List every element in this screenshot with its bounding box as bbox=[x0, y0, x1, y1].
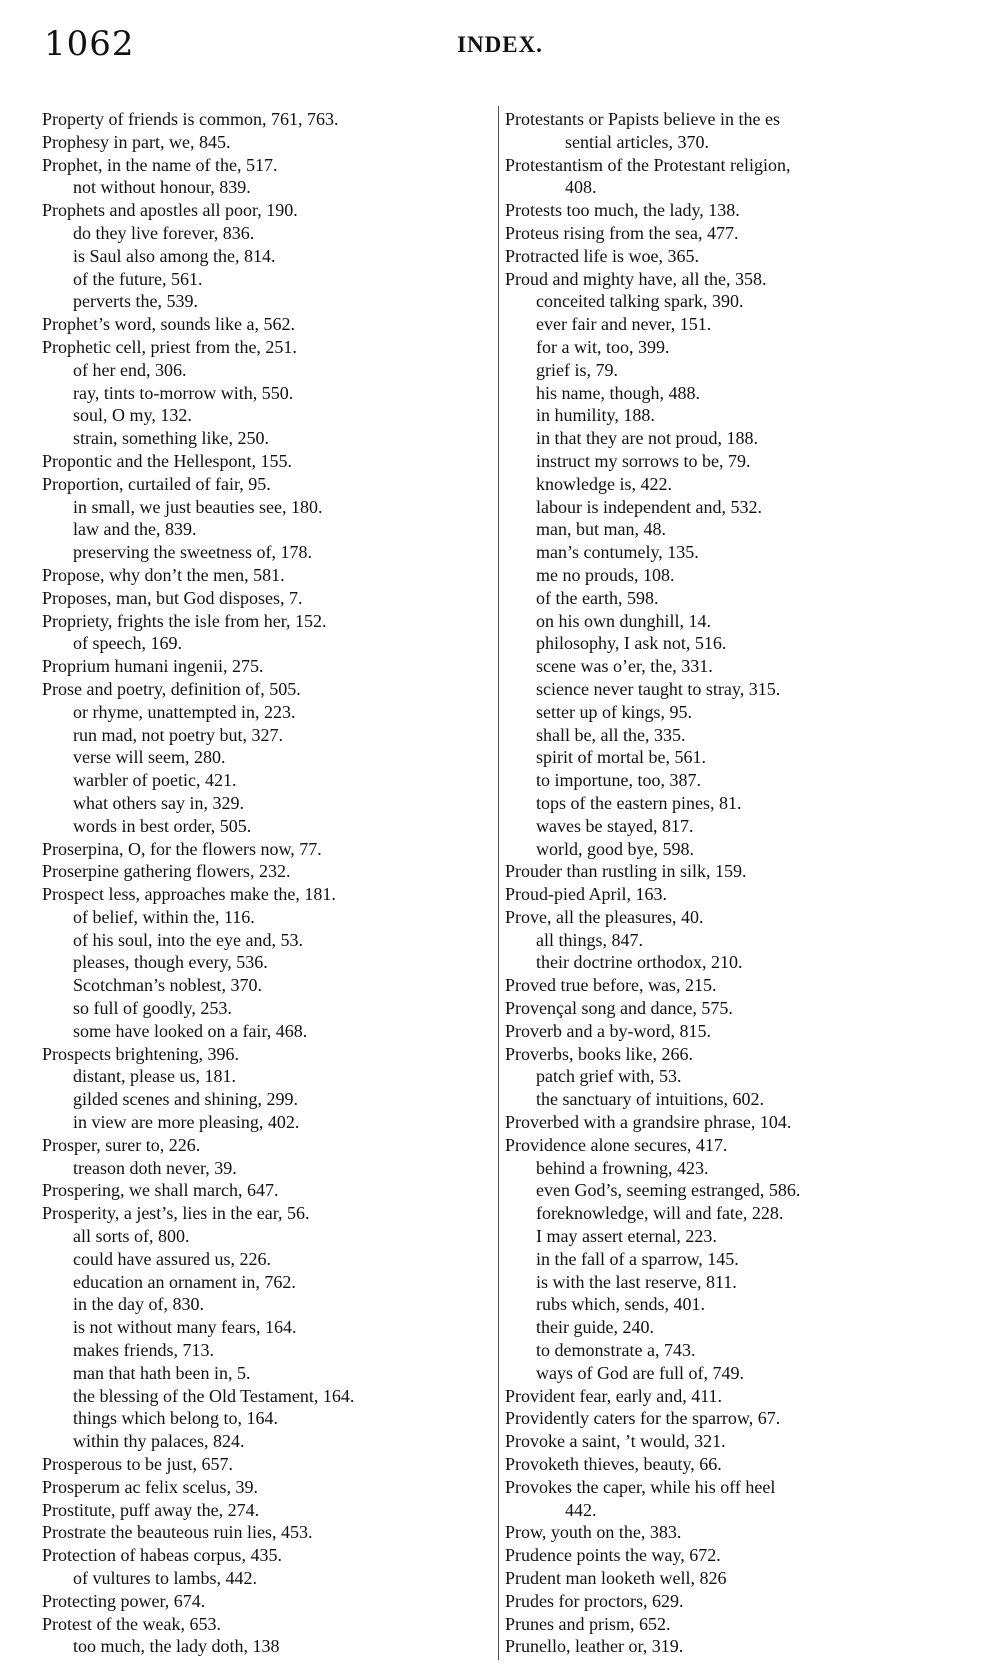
index-entry: Protest of the weak, 653. bbox=[42, 1613, 221, 1634]
index-entry: Propose, why don’t the men, 581. bbox=[42, 564, 285, 585]
index-entry: Proved true before, was, 215. bbox=[505, 975, 717, 996]
index-subentry: his name, though, 488. bbox=[536, 382, 700, 403]
index-subentry: philosophy, I ask not, 516. bbox=[536, 633, 727, 654]
index-subentry: all things, 847. bbox=[536, 929, 643, 950]
index-subentry: on his own dunghill, 14. bbox=[536, 610, 712, 631]
index-subentry: in the fall of a sparrow, 145. bbox=[536, 1248, 739, 1269]
index-entry: Proud and mighty have, all the, 358. bbox=[505, 268, 767, 289]
index-entry: Proprium humani ingenii, 275. bbox=[42, 656, 264, 677]
index-entry: Prouder than rustling in silk, 159. bbox=[505, 861, 747, 882]
index-subentry: all sorts of, 800. bbox=[73, 1226, 190, 1247]
index-subentry: of her end, 306. bbox=[73, 359, 187, 380]
index-subentry: preserving the sweetness of, 178. bbox=[73, 542, 312, 563]
index-entry: Prostrate the beauteous ruin lies, 453. bbox=[42, 1522, 313, 1543]
index-entry: Prow, youth on the, 383. bbox=[505, 1522, 682, 1543]
index-subentry: scene was o’er, the, 331. bbox=[536, 656, 713, 677]
index-entry: Protracted life is woe, 365. bbox=[505, 245, 699, 266]
index-entry: Prose and poetry, definition of, 505. bbox=[42, 678, 301, 699]
index-entry: Prudent man looketh well, 826 bbox=[505, 1568, 727, 1588]
index-entry: Provoke a saint, ’t would, 321. bbox=[505, 1431, 726, 1452]
index-subentry: of belief, within the, 116. bbox=[73, 906, 255, 927]
index-subentry: ever fair and never, 151. bbox=[536, 314, 712, 335]
index-entry: Protests too much, the lady, 138. bbox=[505, 200, 740, 221]
index-entry: Proserpine gathering flowers, 232. bbox=[42, 861, 291, 882]
index-subentry: me no prouds, 108. bbox=[536, 564, 675, 585]
index-entry: Proverb and a by-word, 815. bbox=[505, 1020, 711, 1041]
index-entry: Prove, all the pleasures, 40. bbox=[505, 906, 704, 927]
index-entry: Provident fear, early and, 411. bbox=[505, 1385, 723, 1406]
index-subentry: science never taught to stray, 315. bbox=[536, 678, 781, 699]
index-subentry: do they live forever, 836. bbox=[73, 222, 255, 243]
index-subentry: law and the, 839. bbox=[73, 519, 197, 540]
index-subentry: of the earth, 598. bbox=[536, 587, 659, 608]
index-subentry: in small, we just beauties see, 180. bbox=[73, 496, 323, 517]
index-subentry: their guide, 240. bbox=[536, 1317, 654, 1338]
index-subentry: gilded scenes and shining, 299. bbox=[73, 1089, 298, 1110]
index-subentry: of vultures to lambs, 442. bbox=[73, 1568, 257, 1588]
index-subentry: tops of the eastern pines, 81. bbox=[536, 792, 742, 813]
index-subentry: run mad, not poetry but, 327. bbox=[73, 724, 283, 745]
index-subentry: even God’s, seeming estranged, 586. bbox=[536, 1180, 801, 1201]
index-subentry: behind a frowning, 423. bbox=[536, 1157, 709, 1178]
index-subentry: is not without many fears, 164. bbox=[73, 1317, 297, 1338]
index-subentry: perverts the, 539. bbox=[73, 291, 198, 312]
index-subentry: of speech, 169. bbox=[73, 633, 182, 654]
index-subentry: treason doth never, 39. bbox=[73, 1157, 237, 1178]
index-subentry: of his soul, into the eye and, 53. bbox=[73, 929, 303, 950]
index-entry: Prosperous to be just, 657. bbox=[42, 1454, 233, 1475]
index-subentry: I may assert eternal, 223. bbox=[536, 1226, 717, 1247]
index-subentry: is Saul also among the, 814. bbox=[73, 245, 276, 266]
index-subentry: warbler of poetic, 421. bbox=[73, 770, 237, 791]
index-entry: Proverbed with a grandsire phrase, 104. bbox=[505, 1112, 792, 1133]
index-subentry: verse will seem, 280. bbox=[73, 747, 226, 768]
index-subentry: too much, the lady doth, 138 bbox=[73, 1636, 280, 1657]
index-subentry: pleases, though every, 536. bbox=[73, 952, 268, 973]
index-column-left bbox=[42, 108, 490, 1658]
index-subentry: grief is, 79. bbox=[536, 359, 618, 380]
index-entry: Prospering, we shall march, 647. bbox=[42, 1180, 279, 1201]
index-entry: Prunes and prism, 652. bbox=[505, 1613, 671, 1634]
index-subentry: in view are more pleasing, 402. bbox=[73, 1112, 300, 1133]
index-subentry: rubs which, sends, 401. bbox=[536, 1294, 705, 1315]
index-subentry: labour is independent and, 532. bbox=[536, 496, 762, 517]
index-entry: Proserpina, O, for the flowers now, 77. bbox=[42, 838, 322, 859]
index-subentry: things which belong to, 164. bbox=[73, 1408, 278, 1429]
page-number: 1062 bbox=[44, 24, 135, 64]
index-subentry: within thy palaces, 824. bbox=[73, 1431, 245, 1452]
running-head: INDEX. bbox=[457, 32, 543, 57]
index-subentry: waves be stayed, 817. bbox=[536, 815, 694, 836]
index-subentry: strain, something like, 250. bbox=[73, 428, 269, 449]
index-subentry: not without honour, 839. bbox=[73, 177, 251, 198]
index-entry: Prosperity, a jest’s, lies in the ear, 56. bbox=[42, 1203, 310, 1224]
index-subentry: world, good bye, 598. bbox=[536, 838, 694, 859]
index-entry: Prosperum ac felix scelus, 39. bbox=[42, 1476, 258, 1497]
index-subentry: ways of God are full of, 749. bbox=[536, 1362, 744, 1383]
index-entry: Prophets and apostles all poor, 190. bbox=[42, 200, 298, 221]
index-subentry: what others say in, 329. bbox=[73, 792, 244, 813]
index-subentry: so full of goodly, 253. bbox=[73, 998, 232, 1019]
index-subentry: the sanctuary of intuitions, 602. bbox=[536, 1089, 764, 1110]
index-entry: Prosper, surer to, 226. bbox=[42, 1134, 201, 1155]
index-entry: Provençal song and dance, 575. bbox=[505, 998, 733, 1019]
index-subentry: of the future, 561. bbox=[73, 268, 203, 289]
index-entry: Prospects brightening, 396. bbox=[42, 1043, 239, 1064]
index-subentry: makes friends, 713. bbox=[73, 1340, 214, 1361]
index-subentry: man that hath been in, 5. bbox=[73, 1362, 251, 1383]
index-entry: Prospect less, approaches make the, 181. bbox=[42, 884, 336, 905]
index-entry: Prophet’s word, sounds like a, 562. bbox=[42, 314, 295, 335]
index-entry: Proposes, man, but God disposes, 7. bbox=[42, 587, 303, 608]
index-subentry: ray, tints to-morrow with, 550. bbox=[73, 382, 294, 403]
index-entry: Prostitute, puff away the, 274. bbox=[42, 1499, 260, 1520]
index-entry-continuation: 408. bbox=[565, 177, 597, 198]
index-column-right bbox=[505, 108, 963, 1658]
index-entry: Propriety, frights the isle from her, 152. bbox=[42, 610, 327, 631]
index-entry: Prophetic cell, priest from the, 251. bbox=[42, 336, 297, 357]
index-entry: Protection of habeas corpus, 435. bbox=[42, 1545, 282, 1566]
index-subentry: man, but man, 48. bbox=[536, 519, 666, 540]
index-entry: Property of friends is common, 761, 763. bbox=[42, 109, 339, 129]
index-subentry: in that they are not proud, 188. bbox=[536, 428, 758, 449]
index-subentry: is with the last reserve, 811. bbox=[536, 1271, 737, 1292]
index-entry: Proverbs, books like, 266. bbox=[505, 1043, 693, 1064]
index-subentry: words in best order, 505. bbox=[73, 815, 252, 836]
index-entry: Protecting power, 674. bbox=[42, 1590, 206, 1611]
index-subentry: spirit of mortal be, 561. bbox=[536, 747, 706, 768]
index-subentry: for a wit, too, 399. bbox=[536, 336, 670, 357]
index-subentry: conceited talking spark, 390. bbox=[536, 291, 744, 312]
index-subentry: knowledge is, 422. bbox=[536, 473, 672, 494]
index-entry: Prophesy in part, we, 845. bbox=[42, 131, 231, 152]
index-subentry: to demonstrate a, 743. bbox=[536, 1340, 696, 1361]
index-subentry: instruct my sorrows to be, 79. bbox=[536, 450, 751, 471]
index-entry: Prudence points the way, 672. bbox=[505, 1545, 721, 1566]
index-entry: Proud-pied April, 163. bbox=[505, 884, 667, 905]
index-subentry: Scotchman’s noblest, 370. bbox=[73, 975, 262, 996]
index-subentry: the blessing of the Old Testament, 164. bbox=[73, 1385, 355, 1406]
index-subentry: to importune, too, 387. bbox=[536, 770, 701, 791]
index-entry: Protestants or Papists believe in the es bbox=[505, 109, 780, 129]
index-subentry: soul, O my, 132. bbox=[73, 405, 192, 426]
column-divider bbox=[498, 106, 499, 1660]
index-subentry: man’s contumely, 135. bbox=[536, 542, 699, 563]
index-entry: Prophet, in the name of the, 517. bbox=[42, 154, 278, 175]
index-entry: Protestantism of the Protestant religion, bbox=[505, 154, 791, 175]
index-entry: Proportion, curtailed of fair, 95. bbox=[42, 473, 271, 494]
index-subentry: patch grief with, 53. bbox=[536, 1066, 682, 1087]
index-subentry: education an ornament in, 762. bbox=[73, 1271, 296, 1292]
index-subentry: in humility, 188. bbox=[536, 405, 655, 426]
index-subentry: foreknowledge, will and fate, 228. bbox=[536, 1203, 784, 1224]
index-subentry: distant, please us, 181. bbox=[73, 1066, 236, 1087]
index-subentry: or rhyme, unattempted in, 223. bbox=[73, 701, 296, 722]
index-entry: Providence alone secures, 417. bbox=[505, 1134, 728, 1155]
index-entry-continuation: sential articles, 370. bbox=[565, 131, 709, 152]
index-entry-continuation: 442. bbox=[565, 1499, 597, 1520]
index-subentry: could have assured us, 226. bbox=[73, 1248, 271, 1269]
index-entry: Proteus rising from the sea, 477. bbox=[505, 222, 739, 243]
index-entry: Provokes the caper, while his off heel bbox=[505, 1476, 776, 1497]
index-entry: Prunello, leather or, 319. bbox=[505, 1636, 684, 1657]
index-entry: Prudes for proctors, 629. bbox=[505, 1590, 684, 1611]
index-entry: Providently caters for the sparrow, 67. bbox=[505, 1408, 781, 1429]
index-subentry: some have looked on a fair, 468. bbox=[73, 1020, 308, 1041]
index-entry: Provoketh thieves, beauty, 66. bbox=[505, 1454, 722, 1475]
index-subentry: their doctrine orthodox, 210. bbox=[536, 952, 743, 973]
index-entry: Propontic and the Hellespont, 155. bbox=[42, 450, 292, 471]
index-subentry: shall be, all the, 335. bbox=[536, 724, 686, 745]
index-subentry: setter up of kings, 95. bbox=[536, 701, 692, 722]
index-subentry: in the day of, 830. bbox=[73, 1294, 204, 1315]
